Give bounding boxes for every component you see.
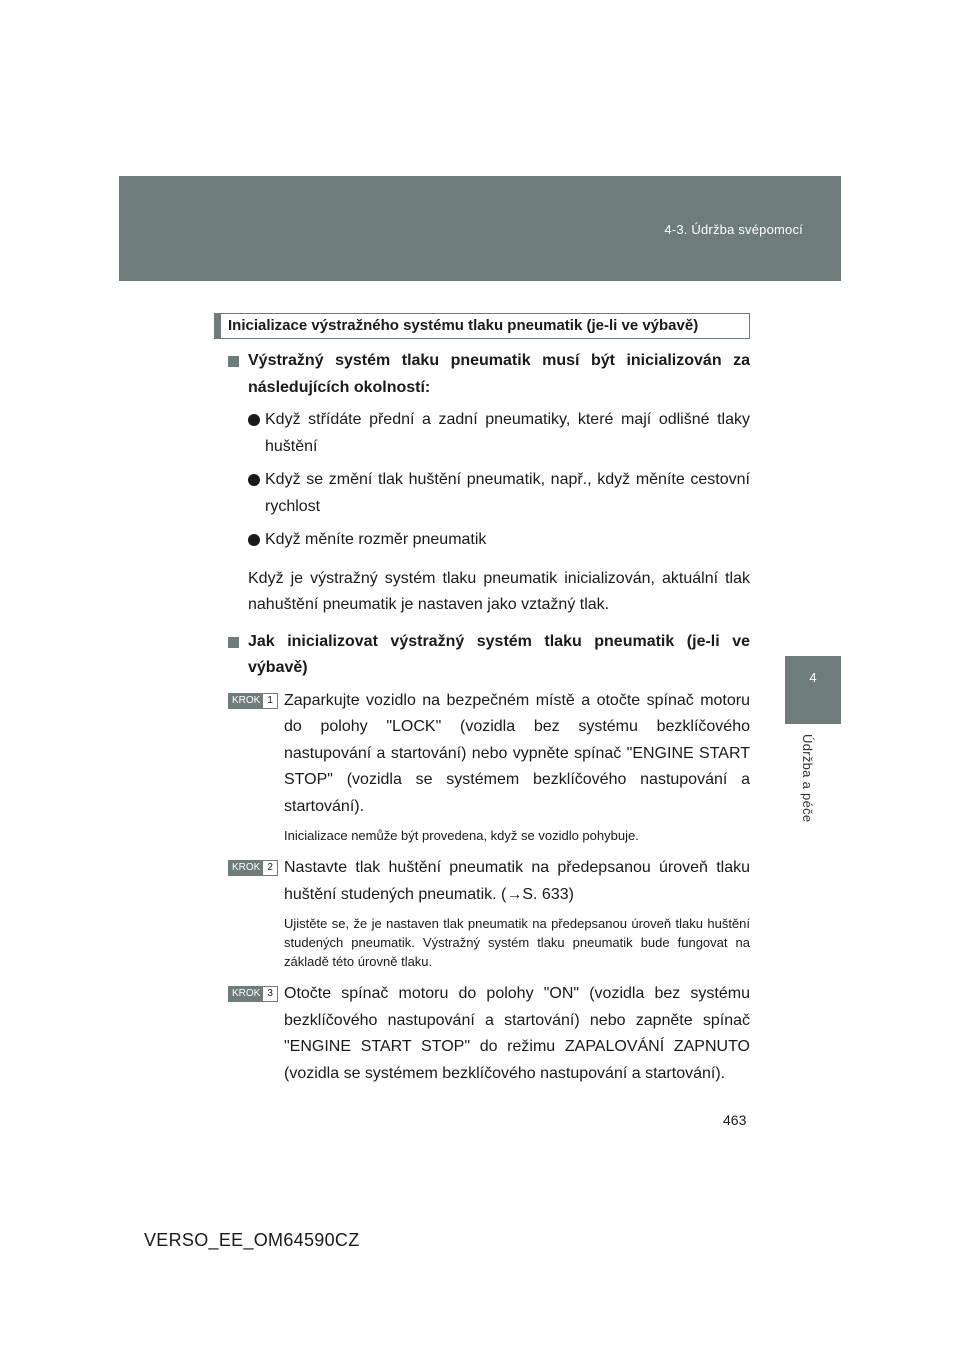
chapter-title: Údržba a péče (800, 734, 815, 823)
header-band (119, 176, 841, 281)
step-note: Ujistěte se, že je nastaven tlak pneumatik na předepsanou úroveň tlaku huštění studených pneumatik. Výstražný systém tlaku pneumatik bude fungovat na základě této úrovně tlaku. (284, 916, 750, 969)
list-item-text: Když se změní tlak huštění pneumatik, např., když měníte cestovní rychlost (265, 471, 750, 515)
step-badge (228, 693, 278, 709)
chapter-number: 4 (809, 670, 817, 685)
step-1 (214, 688, 750, 846)
square-bullet-icon (228, 637, 239, 648)
list-item (214, 527, 750, 554)
section-label: 4-3. Údržba svépomocí (664, 222, 803, 237)
step-note: Inicializace nemůže být provedena, když se vozidlo pohybuje. (284, 828, 639, 843)
step-badge-word: KROK (229, 861, 263, 875)
section-title: Inicializace výstražného systému tlaku pneumatik (je-li ve výbavě) (214, 313, 750, 339)
step-badge-number: 1 (263, 694, 277, 708)
page-content (214, 313, 750, 1087)
list-item-text: Když měníte rozměr pneumatik (265, 531, 487, 548)
info-paragraph: Když je výstražný systém tlaku pneumatik inicializován, aktuální tlak nahuštění pneumatik je nastaven jako vztažný tlak. (248, 569, 750, 613)
step-badge-word: KROK (229, 694, 263, 708)
step-badge-word: KROK (229, 987, 263, 1001)
step-badge-number: 2 (263, 861, 277, 875)
document-code: VERSO_EE_OM64590CZ (144, 1230, 360, 1250)
step-badge (228, 986, 278, 1002)
subheading-how (214, 629, 750, 682)
bullet-dot-icon (248, 534, 260, 546)
list-item-text: Když střídáte přední a zadní pneumatiky, které mají odlišné tlaky huštění (265, 411, 750, 455)
step-badge-number: 3 (263, 987, 277, 1001)
step-text: Otočte spínač motoru do polohy "ON" (vozidla bez systému bezklíčového nastupování a startování) nebo zapněte spínač "ENGINE START STOP" do režimu ZAPALOVÁNÍ ZAPNUTO (vozidla se systémem bezklíčového nastupování a startování). (284, 985, 750, 1082)
list-item (214, 407, 750, 460)
step-badge (228, 860, 278, 876)
page-number: 463 (723, 1112, 747, 1128)
list-item (214, 467, 750, 520)
step-text: Nastavte tlak huštění pneumatik na předepsanou úroveň tlaku huštění studených pneumatik. (→S. 633) (284, 859, 750, 903)
bullet-dot-icon (248, 414, 260, 426)
chapter-tab (785, 656, 841, 724)
square-bullet-icon (228, 356, 239, 367)
step-text: Zaparkujte vozidlo na bezpečném místě a otočte spínač motoru do polohy "LOCK" (vozidla bez systému bezklíčového nastupování a startování) nebo vypněte spínač "ENGINE START STOP" (vozidla se systémem bezklíčového nastupování a startování). (284, 691, 750, 815)
subheading-when-text: Výstražný systém tlaku pneumatik musí být inicializován za následujících okolností: (248, 352, 750, 396)
step-3 (214, 981, 750, 1087)
subheading-how-text: Jak inicializovat výstražný systém tlaku pneumatik (je-li ve výbavě) (248, 632, 750, 676)
subheading-when (214, 348, 750, 401)
bullet-dot-icon (248, 474, 260, 486)
step-2 (214, 855, 750, 971)
